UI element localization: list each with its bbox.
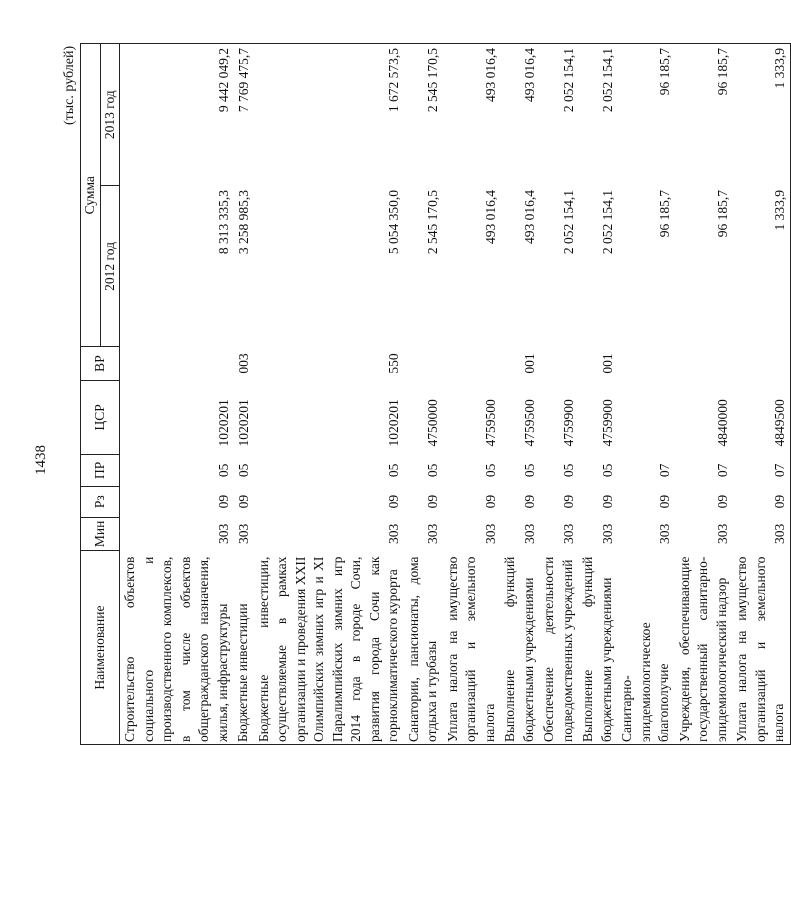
row-rz: 09 <box>714 494 730 509</box>
table-row <box>578 44 617 745</box>
row-rz: 09 <box>599 494 615 509</box>
row-pr: 05 <box>425 463 440 478</box>
row-pr: 05 <box>215 463 231 478</box>
row-sum-2013: 7 769 475,7 <box>233 44 254 186</box>
row-min: 303 <box>236 523 251 544</box>
row-csr: 4750000 <box>425 399 440 447</box>
row-sum-2012: 96 185,7 <box>657 189 672 238</box>
row-sum-2012: 3 258 985,3 <box>236 189 251 255</box>
row-rz: 09 <box>236 494 251 509</box>
row-rz: 09 <box>560 494 576 509</box>
row-vr <box>404 347 443 380</box>
row-min: 303 <box>386 523 401 544</box>
row-vr <box>732 347 790 380</box>
row-min: 303 <box>714 523 730 544</box>
header-min: Мин <box>81 517 120 550</box>
row-sum-2012: 8 313 335,3 <box>215 189 231 255</box>
row-sum-2012: 2 052 154,1 <box>560 189 576 255</box>
table-row <box>443 44 501 745</box>
row-min: 303 <box>215 523 231 544</box>
table-row <box>233 44 254 745</box>
row-sum-2013: 2 052 154,1 <box>578 44 617 186</box>
row-pr: 05 <box>386 463 401 478</box>
table-row <box>675 44 733 745</box>
row-sum-2013: 96 185,7 <box>675 44 733 186</box>
row-vr <box>675 347 733 380</box>
row-name: Выполнение функций бюджетными учреждениями <box>500 551 539 745</box>
row-sum-2012: 493 016,4 <box>521 189 537 244</box>
row-pr: 05 <box>482 463 498 478</box>
row-name: Строительство объектов социального и производственного комплексов, в том числе объектов общегражданского назначения, жилья, инфраструктуры <box>120 551 234 745</box>
row-min: 303 <box>560 523 576 544</box>
row-name: Бюджетные инвестиции, осуществляемые в рамках организации и проведения XXII Олимпийских зимних игр и XI Паралимпийских зимних игр 2014 года в городе Сочи, развития города Сочи как горноклиматического курорта <box>254 551 404 745</box>
row-sum-2012: 2 052 154,1 <box>599 189 615 255</box>
row-pr: 05 <box>236 463 251 478</box>
row-sum-2013: 493 016,4 <box>443 44 501 186</box>
row-min: 303 <box>425 523 440 544</box>
row-sum-2013: 493 016,4 <box>500 44 539 186</box>
row-name: Уплата налога на имущество организаций и земельного налога <box>443 551 501 745</box>
row-sum-2013: 1 333,9 <box>732 44 790 186</box>
row-min: 303 <box>657 523 672 544</box>
row-name: Обеспечение деятельности подведомственных учреждений <box>539 551 578 745</box>
header-name: Наименование <box>81 551 120 745</box>
row-rz: 09 <box>482 494 498 509</box>
table-row <box>539 44 578 745</box>
row-csr: 1020201 <box>215 399 231 447</box>
row-sum-2013: 2 545 170,5 <box>404 44 443 186</box>
budget-table <box>80 43 791 745</box>
row-pr: 07 <box>714 463 730 478</box>
row-rz: 09 <box>521 494 537 509</box>
row-pr: 07 <box>732 455 790 487</box>
row-sum-2013: 96 185,7 <box>617 44 675 186</box>
row-sum-2012: 493 016,4 <box>482 189 498 244</box>
table-row <box>120 44 234 745</box>
header-sum: Сумма <box>81 44 101 347</box>
row-vr: 550 <box>386 353 401 374</box>
row-rz: 09 <box>657 494 672 509</box>
row-csr: 1020201 <box>236 399 251 447</box>
row-csr: 4759900 <box>560 399 576 447</box>
row-vr: 001 <box>599 353 615 374</box>
row-csr: 4840000 <box>714 399 730 447</box>
row-name: Выполнение функций бюджетными учреждениями <box>578 551 617 745</box>
row-vr <box>617 347 675 380</box>
table-row <box>500 44 539 745</box>
row-csr: 4759900 <box>599 399 615 447</box>
row-sum-2012: 1 333,9 <box>732 186 790 347</box>
row-name: Учреждения, обеспечивающие государственный санитарно-эпидемиологический надзор <box>675 551 733 745</box>
row-sum-2013: 1 672 573,5 <box>254 44 404 186</box>
row-pr: 05 <box>560 463 576 478</box>
row-vr <box>120 347 234 380</box>
table-row <box>732 44 790 745</box>
row-min: 303 <box>599 523 615 544</box>
row-csr <box>617 380 675 454</box>
row-csr: 4759500 <box>482 399 498 447</box>
row-sum-2012: 5 054 350,0 <box>386 189 401 255</box>
row-pr: 07 <box>657 463 672 478</box>
header-year-2012: 2012 год <box>100 186 120 347</box>
row-sum-2012: 96 185,7 <box>714 189 730 238</box>
header-year-2013: 2013 год <box>100 44 120 186</box>
row-vr <box>539 347 578 380</box>
row-rz: 09 <box>732 486 790 517</box>
row-name: Бюджетные инвестиции <box>233 551 254 745</box>
row-rz: 09 <box>425 494 440 509</box>
header-csr: ЦСР <box>81 380 120 454</box>
row-vr: 003 <box>236 353 251 374</box>
table-row <box>254 44 404 745</box>
row-csr: 1020201 <box>386 399 401 447</box>
row-name: Уплата налога на имущество организаций и земельного налога <box>732 551 790 745</box>
table-row <box>404 44 443 745</box>
row-name: Санатории, пансионаты, дома отдыха и турбазы <box>404 551 443 745</box>
row-csr: 4759500 <box>521 399 537 447</box>
row-csr: 4849500 <box>732 380 790 454</box>
table-row <box>617 44 675 745</box>
row-rz: 09 <box>386 494 401 509</box>
page-number: 1438 <box>33 445 49 475</box>
row-rz: 09 <box>215 494 231 509</box>
row-sum-2013: 2 052 154,1 <box>539 44 578 186</box>
row-vr <box>443 347 501 380</box>
row-sum-2013: 9 442 049,2 <box>120 44 234 186</box>
header-pr: ПР <box>81 455 120 487</box>
row-sum-2012: 2 545 170,5 <box>425 189 440 255</box>
row-min: 303 <box>482 523 498 544</box>
row-name: Санитарно-эпидемиологическое благополучие <box>617 551 675 745</box>
header-vr: ВР <box>81 347 120 380</box>
row-pr: 05 <box>521 463 537 478</box>
row-min: 303 <box>521 523 537 544</box>
header-rz: Рз <box>81 486 120 517</box>
units-label: (тыс. рублей) <box>62 45 77 125</box>
row-min: 303 <box>732 517 790 550</box>
row-pr: 05 <box>599 463 615 478</box>
row-vr: 001 <box>521 353 537 374</box>
